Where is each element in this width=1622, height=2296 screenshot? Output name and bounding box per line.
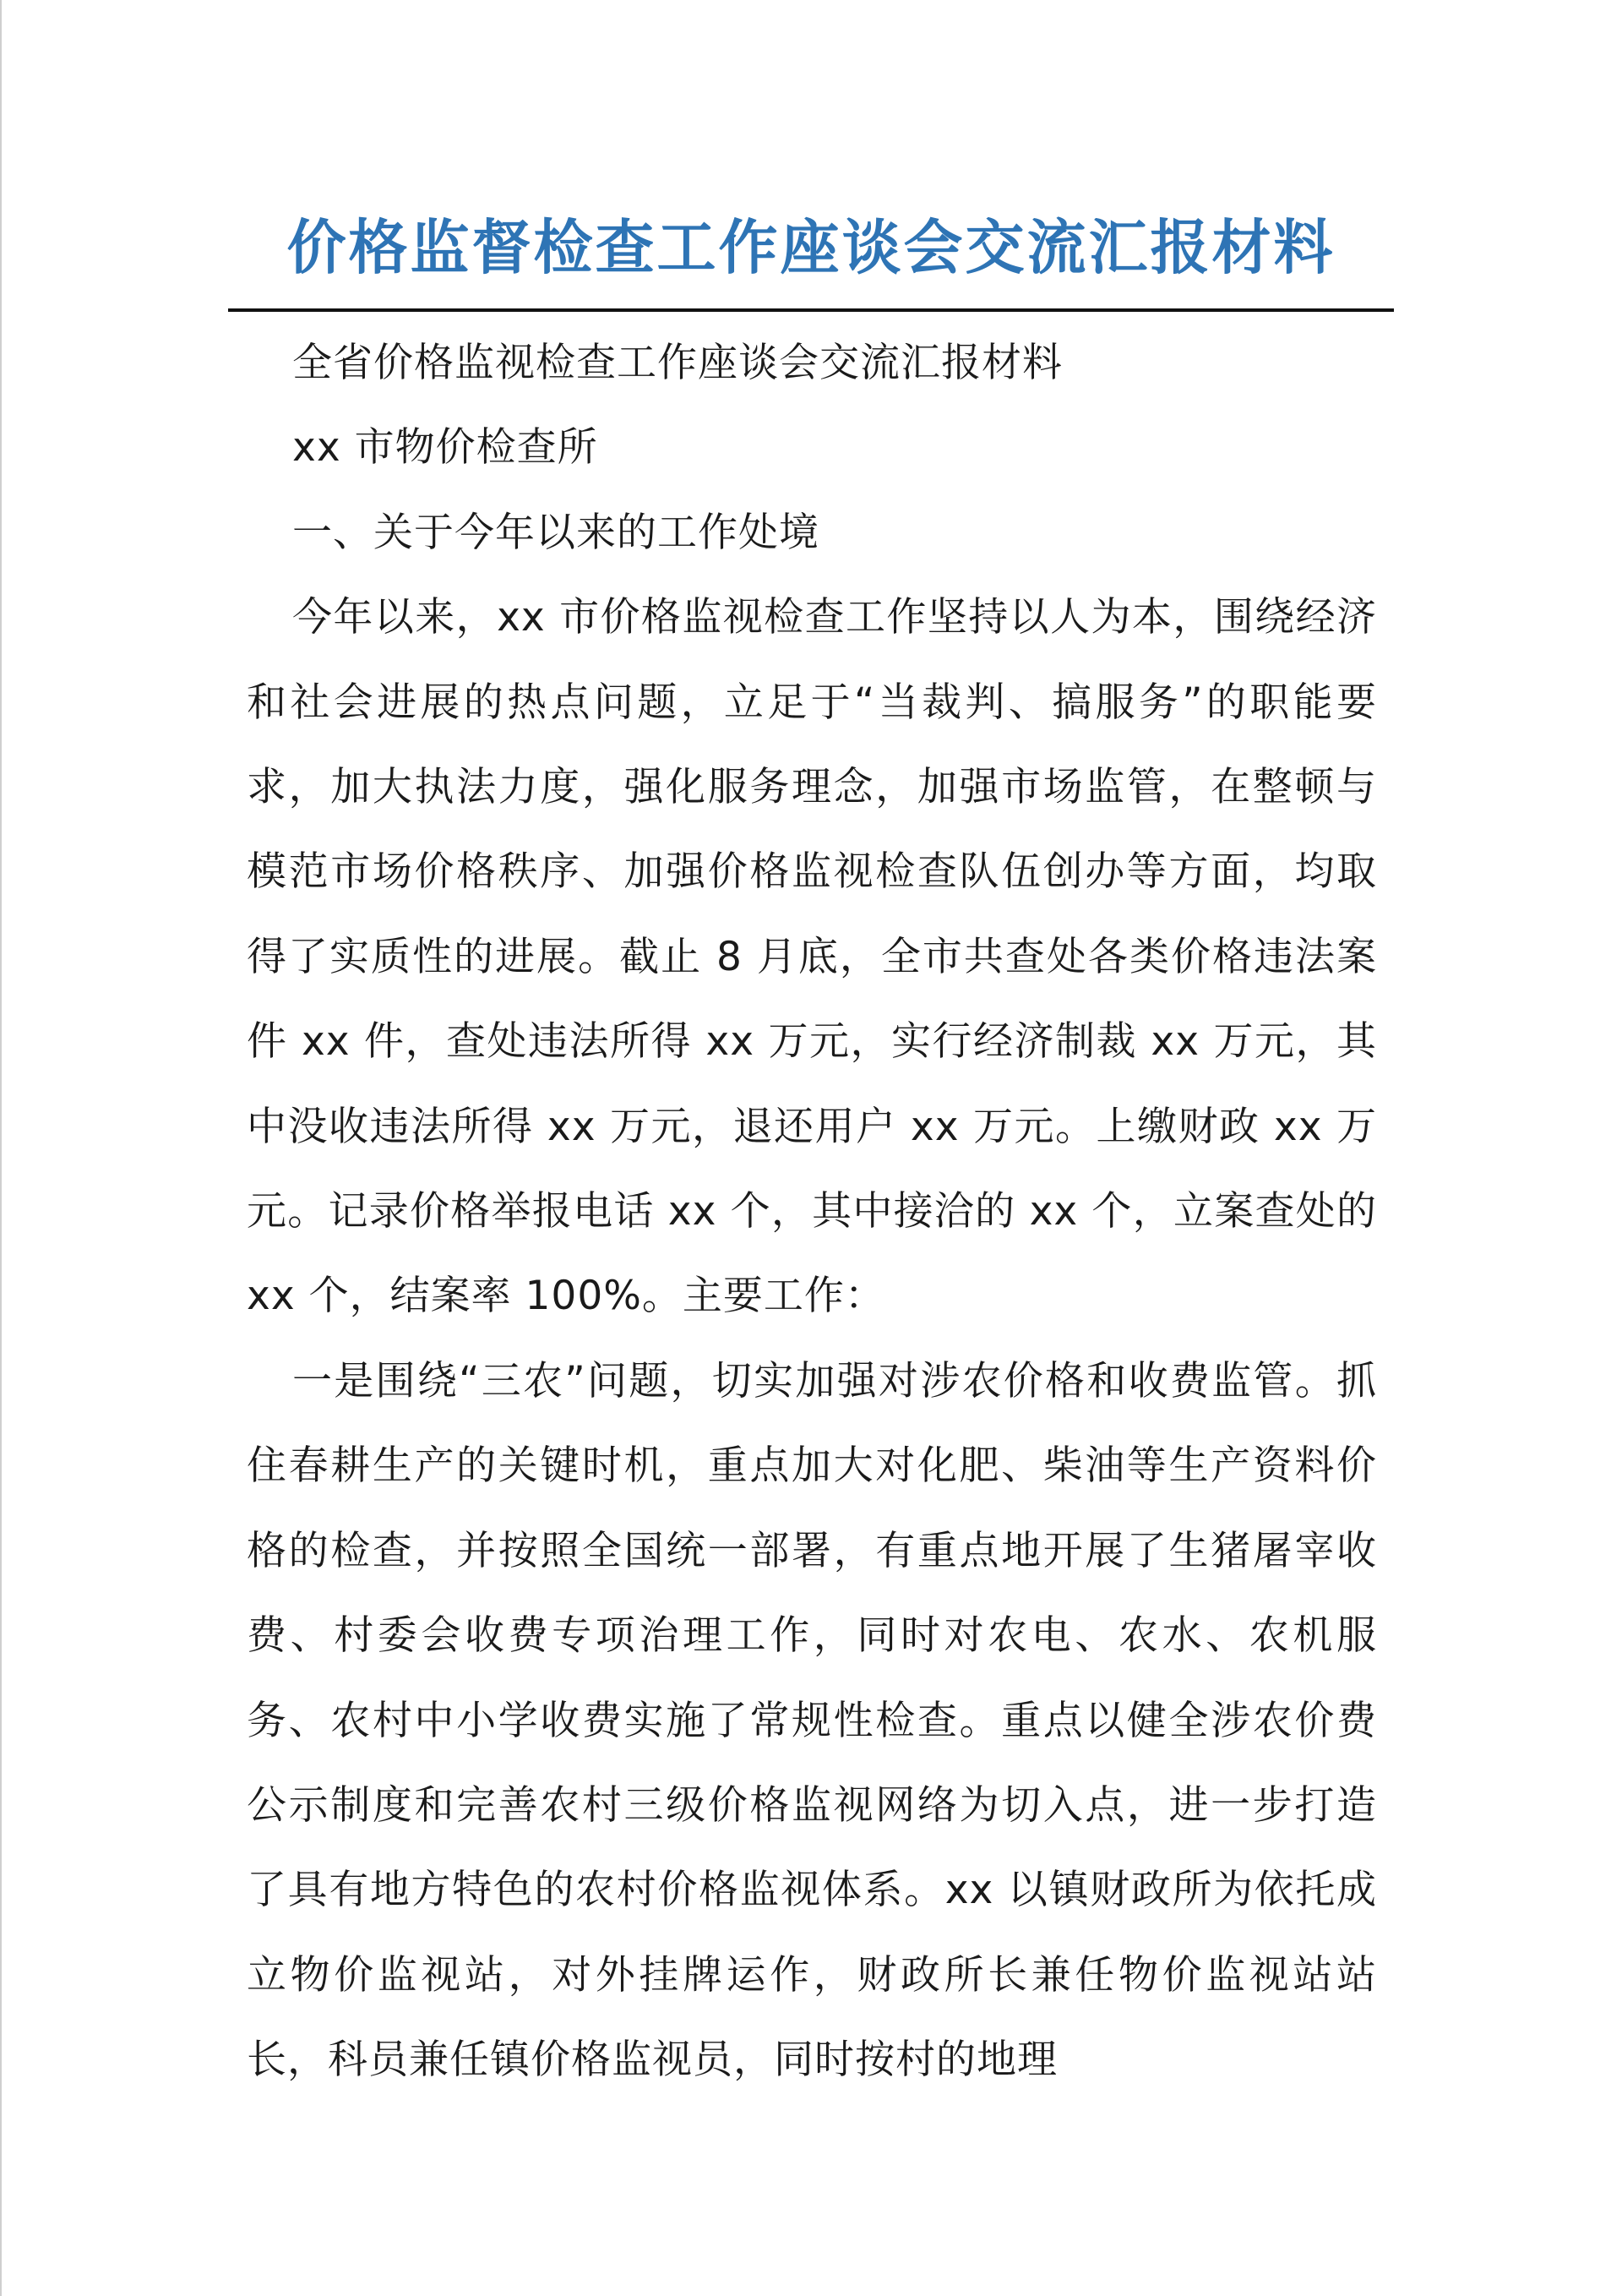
paragraph-summary: 今年以来，xx 市价格监视检查工作坚持以人为本，围绕经济和社会进展的热点问题，立足于“当裁判、搞服务”的职能要求，加大执法力度，强化服务理念，加强市场监管，在整顿与模范市场价格秩序、加强价格监视检查队伍创办等方面，均取得了实质性的进展。截止 8 月底，全市共查处各类价格违法案件 xx 件，查处违法所得 xx 万元，实行经济制裁 xx 万元，其中没收违法所得 xx 万元，退还用户 xx 万元。上缴财政 xx 万元。记录价格举报电话 xx 个，其中接洽的 xx 个，立案查处的 xx 个，结案率 100%。主要工作：: [247, 594, 1377, 1320]
paragraph-author: xx 市物价检查所: [292, 424, 598, 472]
paragraph-heading-repeat: 全省价格监视检查工作座谈会交流汇报材料: [292, 340, 1063, 386]
page-edge-line: [0, 0, 2, 2296]
paragraph-section-heading: 一、关于今年以来的工作处境: [292, 509, 819, 556]
title-underline: [228, 308, 1394, 312]
paragraph-rural-pricing: 一是围绕“三农”问题，切实加强对涉农价格和收费监管。抓住春耕生产的关键时机，重点加大对化肥、柴油等生产资料价格的检查，并按照全国统一部署，有重点地开展了生猪屠宰收费、村委会收费专项治理工作，同时对农电、农水、农机服务、农村中小学收费实施了常规性检查。重点以健全涉农价费公示制度和完善农村三级价格监视网络为切入点，进一步打造了具有地方特色的农村价格监视体系。xx 以镇财政所为依托成立物价监视站，对外挂牌运作，财政所长兼任物价监视站站长，科员兼任镇价格监视员，同时按村的地理: [247, 1357, 1377, 2084]
document-title: 价格监督检查工作座谈会交流汇报材料: [286, 212, 1336, 282]
document-body: [247, 321, 1377, 2103]
